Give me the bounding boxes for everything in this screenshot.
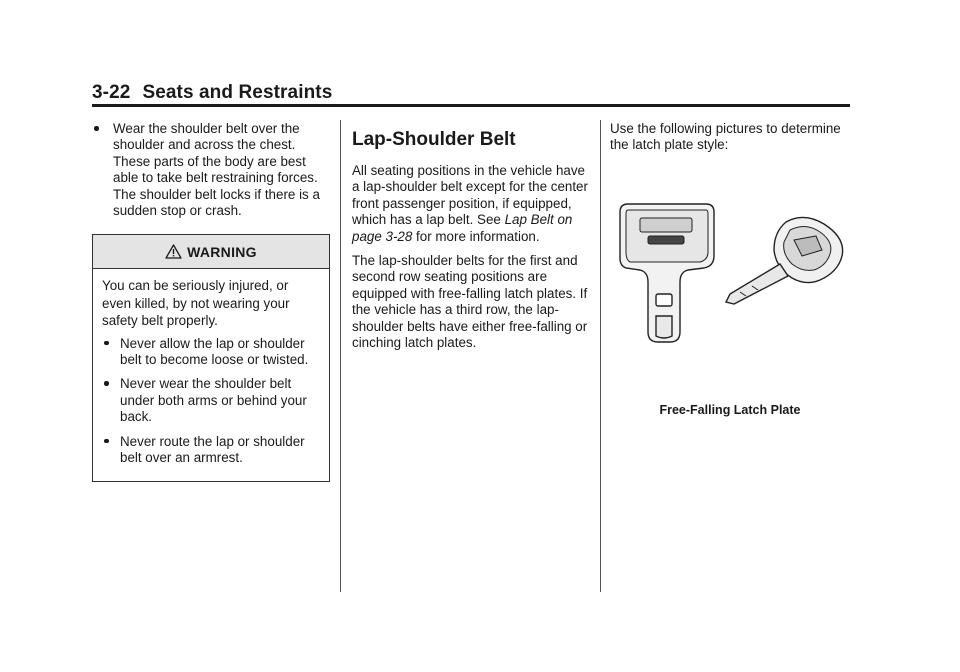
paragraph-1: All seating positions in the vehicle have a lap-shoulder belt except for the center front passenger position, if equipped, which has a lap belt. See Lap Belt on page 3-28 for more information. [352, 163, 588, 244]
warning-bullet-list [102, 336, 320, 467]
latch-intro: Use the following pictures to determine the latch plate style: [610, 121, 841, 153]
bullet-icon [104, 439, 109, 444]
intro-bullet-list [92, 121, 330, 219]
list-item: Never wear the shoulder belt under both arms or behind your back. [102, 376, 320, 425]
bullet-icon [104, 381, 109, 386]
warning-heading [93, 235, 329, 269]
column-2 [352, 121, 588, 359]
list-item: Wear the shoulder belt over the shoulder and across the chest. These parts of the body are best able to take belt restraining forces. The shoulder belt locks if there is a sudden stop or crash. [92, 121, 330, 219]
header-text [92, 82, 332, 104]
list-item: Never allow the lap or shoulder belt to become loose or twisted. [102, 336, 320, 369]
latch-plate-illustration [610, 190, 850, 390]
column-3 [610, 121, 850, 418]
list-item: Never route the lap or shoulder belt over an armrest. [102, 434, 320, 467]
column-divider-1 [340, 120, 341, 592]
column-divider-2 [600, 120, 601, 592]
bullet-icon [94, 126, 99, 131]
latch-plate-figure [610, 190, 850, 418]
warning-label: WARNING [187, 243, 257, 260]
chapter-title: Seats and Restraints [142, 82, 333, 103]
cross-reference-link[interactable]: Lap Belt on page 3-28 [352, 212, 573, 244]
page-number: 3-22 [92, 82, 131, 103]
warning-body [93, 269, 329, 480]
warning-triangle-icon [165, 244, 182, 259]
column-1 [92, 121, 330, 482]
bullet-icon [104, 341, 109, 346]
figure-caption: Free-Falling Latch Plate [659, 403, 801, 418]
warning-box [92, 234, 330, 481]
warning-intro: You can be seriously injured, or even killed, by not wearing your safety belt properly. [102, 278, 290, 329]
paragraph-2: The lap-shoulder belts for the first and second row seating positions are equipped with free-falling latch plates. If the vehicle has a third row, the lap-shoulder belts have either free-falling or cinching latch plates. [352, 253, 588, 351]
section-title: Lap-Shoulder Belt [352, 129, 516, 150]
page-header [92, 80, 850, 107]
